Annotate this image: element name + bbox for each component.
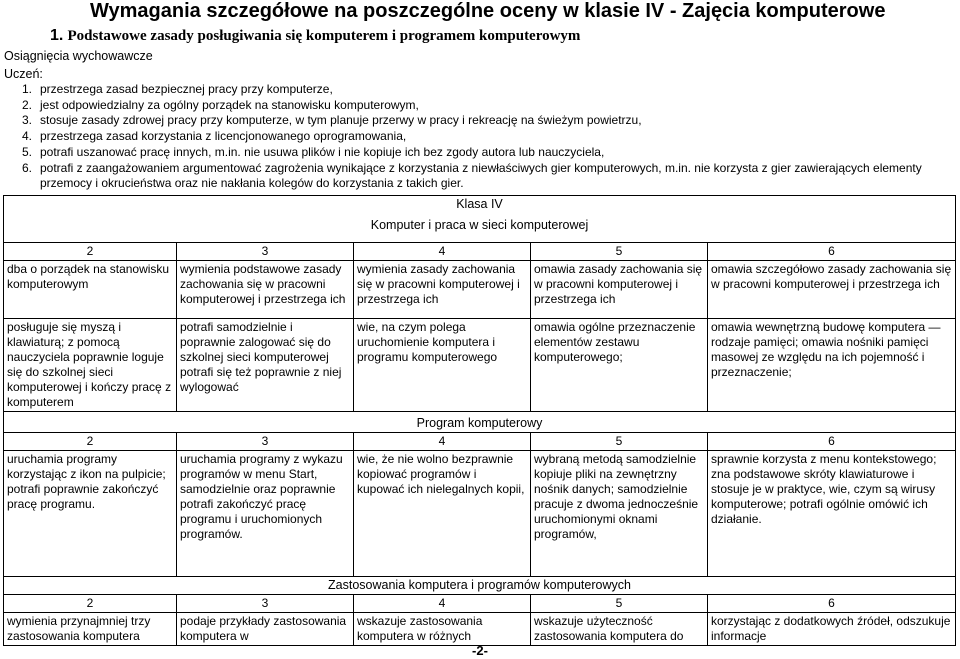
table-cell: wie, że nie wolno bezprawnie kopiować programów i kupować ich nielegalnych kopii, — [354, 451, 531, 577]
requirements-table — [3, 195, 956, 646]
list-item: 5. potrafi uszanować pracę innych, m.in. nie usuwa plików i nie kopiuje ich bez zgody autora lub nauczyciela, — [22, 144, 605, 159]
class-title: Klasa IV — [456, 197, 503, 211]
section-header-row — [4, 412, 956, 433]
table-row — [4, 319, 956, 412]
goals-label: Osiągnięcia wychowawcze — [4, 49, 153, 63]
table-cell: omawia wewnętrzną budowę komputera — rodzaje pamięci; omawia nośniki pamięci masowej ze względu na ich pojemność i przeznaczenie; — [708, 319, 956, 412]
goals-list — [22, 82, 922, 192]
table-cell: wymienia przynajmniej trzy zastosowania komputera — [4, 613, 177, 646]
list-item: 4. przestrzega zasad korzystania z licencjonowanego oprogramowania, — [22, 129, 407, 144]
table-row — [4, 451, 956, 577]
table-cell: omawia ogólne przeznaczenie elementów zestawu komputerowego; — [531, 319, 708, 412]
table-cell: uruchamia programy korzystając z ikon na pulpicie; potrafi poprawnie zakończyć pracę programu. — [4, 451, 177, 577]
table-cell: omawia zasady zachowania się w pracowni komputerowej i przestrzega ich — [531, 261, 708, 319]
grade-header: 6 — [708, 243, 956, 261]
grade-header: 5 — [531, 595, 708, 613]
table-cell: uruchamia programy z wykazu programów w menu Start, samodzielnie oraz poprawnie potrafi zakończyć pracę programu i uruchomionych programów. — [177, 451, 354, 577]
grade-header: 5 — [531, 433, 708, 451]
table-cell: podaje przykłady zastosowania komputera w — [177, 613, 354, 646]
section-title-2: Program komputerowy — [4, 412, 956, 433]
grade-header-row — [4, 595, 956, 613]
section-header-row — [4, 577, 956, 595]
class-header-cell — [4, 196, 956, 243]
list-item-continuation: przemocy i okrucieństwa oraz nie nakłania kolegów do korzystania z takich gier. — [40, 176, 464, 191]
table-cell: omawia szczegółowo zasady zachowania się w pracowni komputerowej i przestrzega ich — [708, 261, 956, 319]
grade-header: 2 — [4, 243, 177, 261]
table-row — [4, 261, 956, 319]
table-row — [4, 613, 956, 646]
grade-header: 4 — [354, 243, 531, 261]
table-cell: wie, na czym polega uruchomienie komputera i programu komputerowego — [354, 319, 531, 412]
table-cell: wymienia zasady zachowania się w pracowni komputerowej i przestrzega ich — [354, 261, 531, 319]
section-title-3: Zastosowania komputera i programów komputerowych — [4, 577, 956, 595]
page-title: Wymagania szczegółowe na poszczególne oceny w klasie IV - Zajęcia komputerowe — [90, 0, 886, 22]
grade-header: 3 — [177, 433, 354, 451]
grade-header: 6 — [708, 433, 956, 451]
table-cell: sprawnie korzysta z menu kontekstowego; zna podstawowe skróty klawiaturowe i stosuje je w praktyce, wie, czym są wirusy komputerowe; potrafi ogólnie omówić ich działanie. — [708, 451, 956, 577]
grade-header-row — [4, 243, 956, 261]
grade-header: 3 — [177, 595, 354, 613]
grade-header: 4 — [354, 595, 531, 613]
list-item: 3. stosuje zasady zdrowej pracy przy komputerze, w tym planuje przerwy w pracy i rekreację na świeżym powietrzu, — [22, 113, 642, 128]
class-header-row — [4, 196, 956, 243]
table-cell: potrafi samodzielnie i poprawnie zalogować się do szkolnej sieci komputerowej potrafi się też poprawnie z niej wylogować — [177, 319, 354, 412]
page-number: -2- — [472, 643, 488, 658]
grade-header: 2 — [4, 595, 177, 613]
table-cell: wymienia podstawowe zasady zachowania się w pracowni komputerowej i przestrzega ich — [177, 261, 354, 319]
student-label: Uczeń: — [4, 67, 43, 81]
section-heading — [50, 27, 580, 45]
section-title-1: Komputer i praca w sieci komputerowej — [370, 218, 589, 232]
grade-header-row — [4, 433, 956, 451]
table-cell: wybraną metodą samodzielnie kopiuje pliki na zewnętrzny nośnik danych; samodzielnie pracuje z dwoma jednocześnie uruchomionymi oknami programów, — [531, 451, 708, 577]
table-cell: wskazuje użyteczność zastosowania komputera do — [531, 613, 708, 646]
grade-header: 2 — [4, 433, 177, 451]
grade-header: 6 — [708, 595, 956, 613]
list-item: 6. potrafi z zaangażowaniem argumentować zagrożenia wynikające z korzystania z niewłaściwych gier komputerowych, m.in. nie korzysta z gier zawierających elementy — [22, 160, 922, 175]
grade-header: 3 — [177, 243, 354, 261]
table-cell: wskazuje zastosowania komputera w różnych — [354, 613, 531, 646]
table-cell: dba o porządek na stanowisku komputerowym — [4, 261, 177, 319]
list-item: 1. przestrzega zasad bezpiecznej pracy przy komputerze, — [22, 82, 333, 96]
grade-header: 5 — [531, 243, 708, 261]
grade-header: 4 — [354, 433, 531, 451]
list-item: 2. jest odpowiedzialny za ogólny porządek na stanowisku komputerowym, — [22, 97, 419, 112]
table-cell: korzystając z dodatkowych źródeł, odszukuje informacje — [708, 613, 956, 646]
section-number: 1. — [50, 27, 64, 44]
table-cell: posługuje się myszą i klawiaturą; z pomocą nauczyciela poprawnie loguje się do szkolnej sieci komputerowej i kończy pracę z komputerem — [4, 319, 177, 412]
section-title: Podstawowe zasady posługiwania się komputerem i programem komputerowym — [67, 28, 581, 44]
